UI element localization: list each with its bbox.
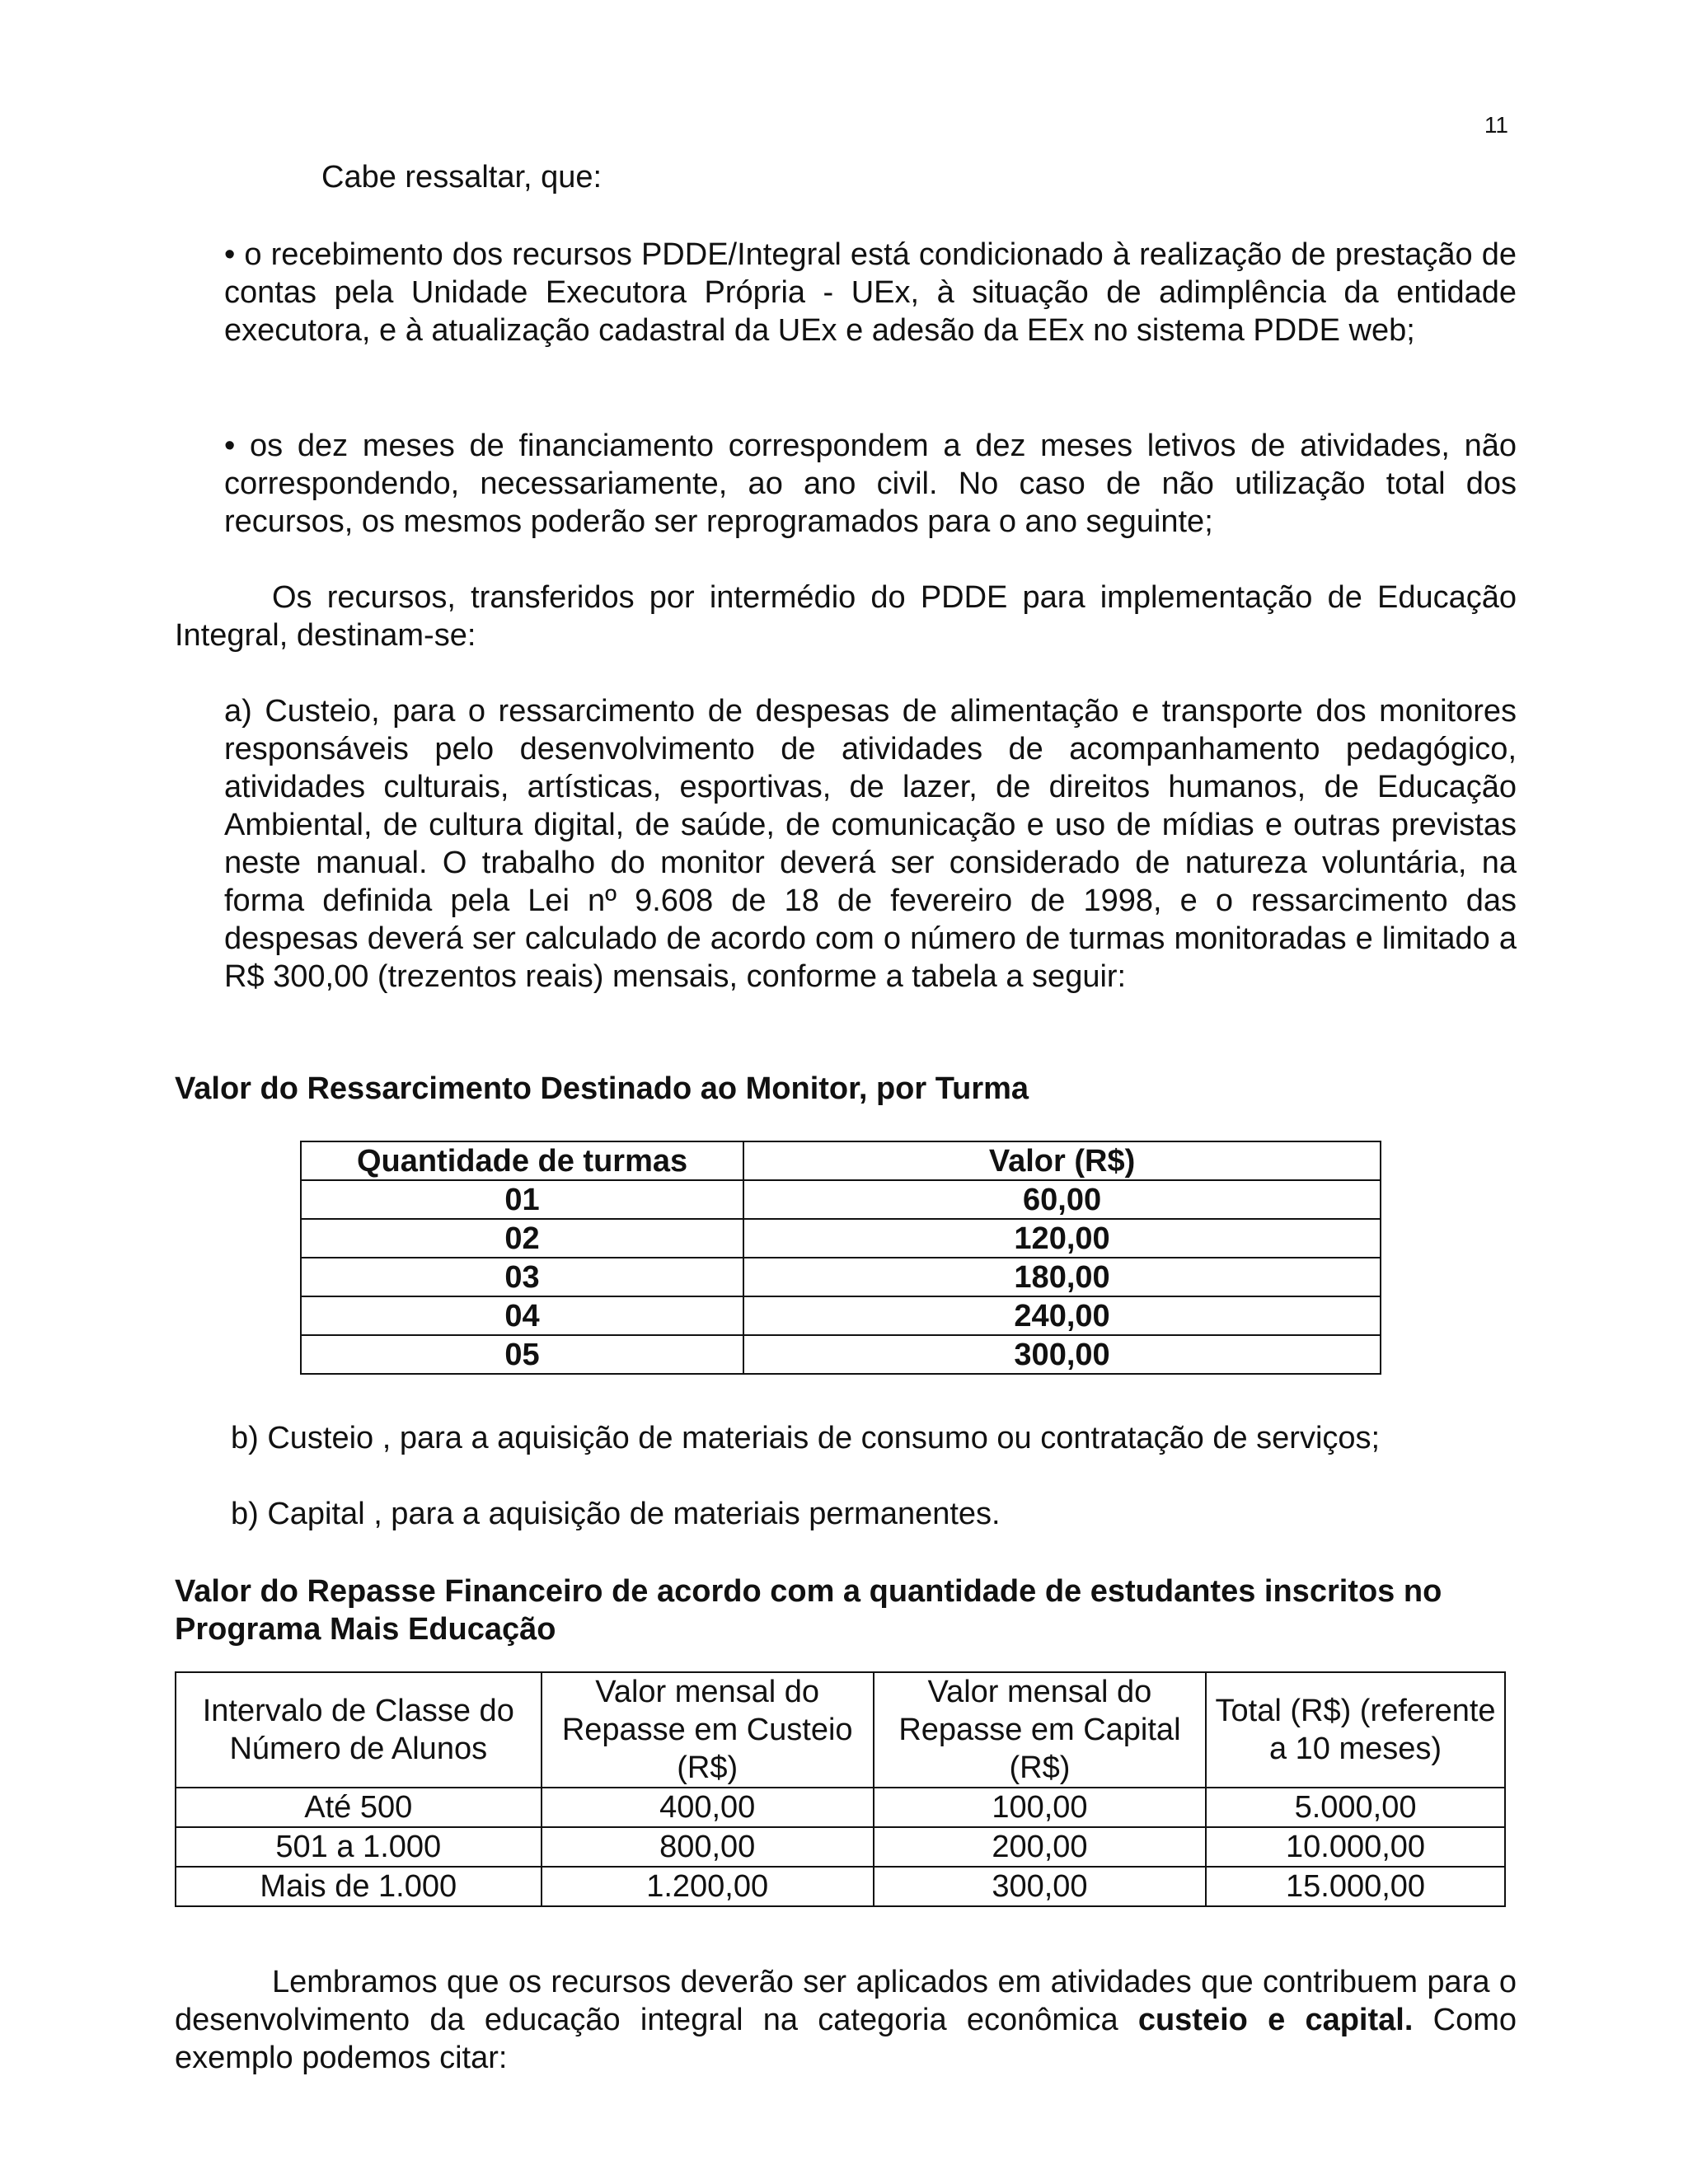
header-capital: Valor mensal do Repasse em Capital (R$) (874, 1672, 1206, 1788)
cell-intervalo: 501 a 1.000 (176, 1827, 542, 1867)
closing-text: Lembramos que os recursos deverão ser aplicados em atividades que contribuem para o desenvolvimento da educação integral na categoria econômica (175, 1965, 1517, 2037)
table-row (301, 1335, 1381, 1374)
item-a-custeio: a) Custeio, para o ressarcimento de despesas de alimentação e transporte dos monitores responsáveis pelo desenvolvimento de atividades de acompanhamento pedagógico, atividades culturais, artísticas, esportivas, de lazer, de direitos humanos, de Educação Ambiental, de cultura digital, de saúde, de comunicação e uso de mídias e outras previstas neste manual. O trabalho do monitor deverá ser considerado de natureza voluntária, na forma definida pela Lei nº 9.608 de 18 de fevereiro de 1998, e o ressarcimento das despesas deverá ser calculado de acordo com o número de turmas monitoradas e limitado a R$ 300,00 (trezentos reais) mensais, conforme a tabela a seguir: (224, 694, 1517, 994)
table-row (176, 1827, 1505, 1867)
cell-custeio: 800,00 (542, 1827, 874, 1867)
cell-intervalo: Mais de 1.000 (176, 1867, 542, 1906)
cell-valor: 300,00 (743, 1335, 1381, 1374)
cell-valor: 120,00 (743, 1219, 1381, 1258)
table-row (176, 1788, 1505, 1827)
cell-total: 15.000,00 (1206, 1867, 1505, 1906)
header-custeio: Valor mensal do Repasse em Custeio (R$) (542, 1672, 874, 1788)
closing-bold-text: custeio e capital. (1137, 2003, 1414, 2037)
cell-custeio: 400,00 (542, 1788, 874, 1827)
cell-total: 5.000,00 (1206, 1788, 1505, 1827)
cell-capital: 100,00 (874, 1788, 1206, 1827)
table-header-row (301, 1141, 1381, 1180)
header-quantidade: Quantidade de turmas (301, 1141, 743, 1180)
page-number: 11 (1484, 112, 1508, 138)
closing-paragraph (175, 1963, 1517, 2077)
table-row (301, 1258, 1381, 1296)
closing-text-end: Como exemplo podemos citar: (175, 2003, 1517, 2075)
cell-quantidade: 01 (301, 1180, 743, 1219)
cell-quantidade: 04 (301, 1296, 743, 1335)
paragraph-recursos: Os recursos, transferidos por intermédio do PDDE para implementação de Educação Integral, destinam-se: (175, 580, 1517, 653)
cell-intervalo: Até 500 (176, 1788, 542, 1827)
cell-valor: 180,00 (743, 1258, 1381, 1296)
monitor-reimbursement-table (300, 1141, 1381, 1375)
table-row (176, 1867, 1505, 1906)
table-row (301, 1180, 1381, 1219)
cell-quantidade: 02 (301, 1219, 743, 1258)
table1-title: Valor do Ressarcimento Destinado ao Monitor, por Turma (175, 1071, 1029, 1106)
repasse-financeiro-table (175, 1671, 1506, 1907)
item-b-capital: b) Capital , para a aquisição de materiais permanentes. (231, 1497, 1001, 1531)
table2-title: Valor do Repasse Financeiro de acordo com a quantidade de estudantes inscritos no Programa Mais Educação (175, 1574, 1442, 1647)
bullet-prestacao-contas: • o recebimento dos recursos PDDE/Integral está condicionado à realização de prestação de contas pela Unidade Executora Própria - UEx, à situação de adimplência da entidade executora, e à atualização cadastral da UEx e adesão da EEx no sistema PDDE web; (224, 237, 1517, 348)
table-header-row (176, 1672, 1505, 1788)
table-row (301, 1296, 1381, 1335)
cell-quantidade: 03 (301, 1258, 743, 1296)
table-row (301, 1219, 1381, 1258)
cell-total: 10.000,00 (1206, 1827, 1505, 1867)
bullet-dez-meses: • os dez meses de financiamento correspondem a dez meses letivos de atividades, não correspondendo, necessariamente, ao ano civil. No caso de não utilização total dos recursos, os mesmos poderão ser reprogramados para o ano seguinte; (224, 429, 1517, 539)
intro-text: Cabe ressaltar, que: (321, 160, 603, 194)
cell-custeio: 1.200,00 (542, 1867, 874, 1906)
cell-capital: 300,00 (874, 1867, 1206, 1906)
cell-valor: 240,00 (743, 1296, 1381, 1335)
cell-capital: 200,00 (874, 1827, 1206, 1867)
cell-quantidade: 05 (301, 1335, 743, 1374)
header-total: Total (R$) (referente a 10 meses) (1206, 1672, 1505, 1788)
header-intervalo: Intervalo de Classe do Número de Alunos (176, 1672, 542, 1788)
header-valor: Valor (R$) (743, 1141, 1381, 1180)
item-b-custeio: b) Custeio , para a aquisição de materiais de consumo ou contratação de serviços; (231, 1421, 1381, 1455)
cell-valor: 60,00 (743, 1180, 1381, 1219)
